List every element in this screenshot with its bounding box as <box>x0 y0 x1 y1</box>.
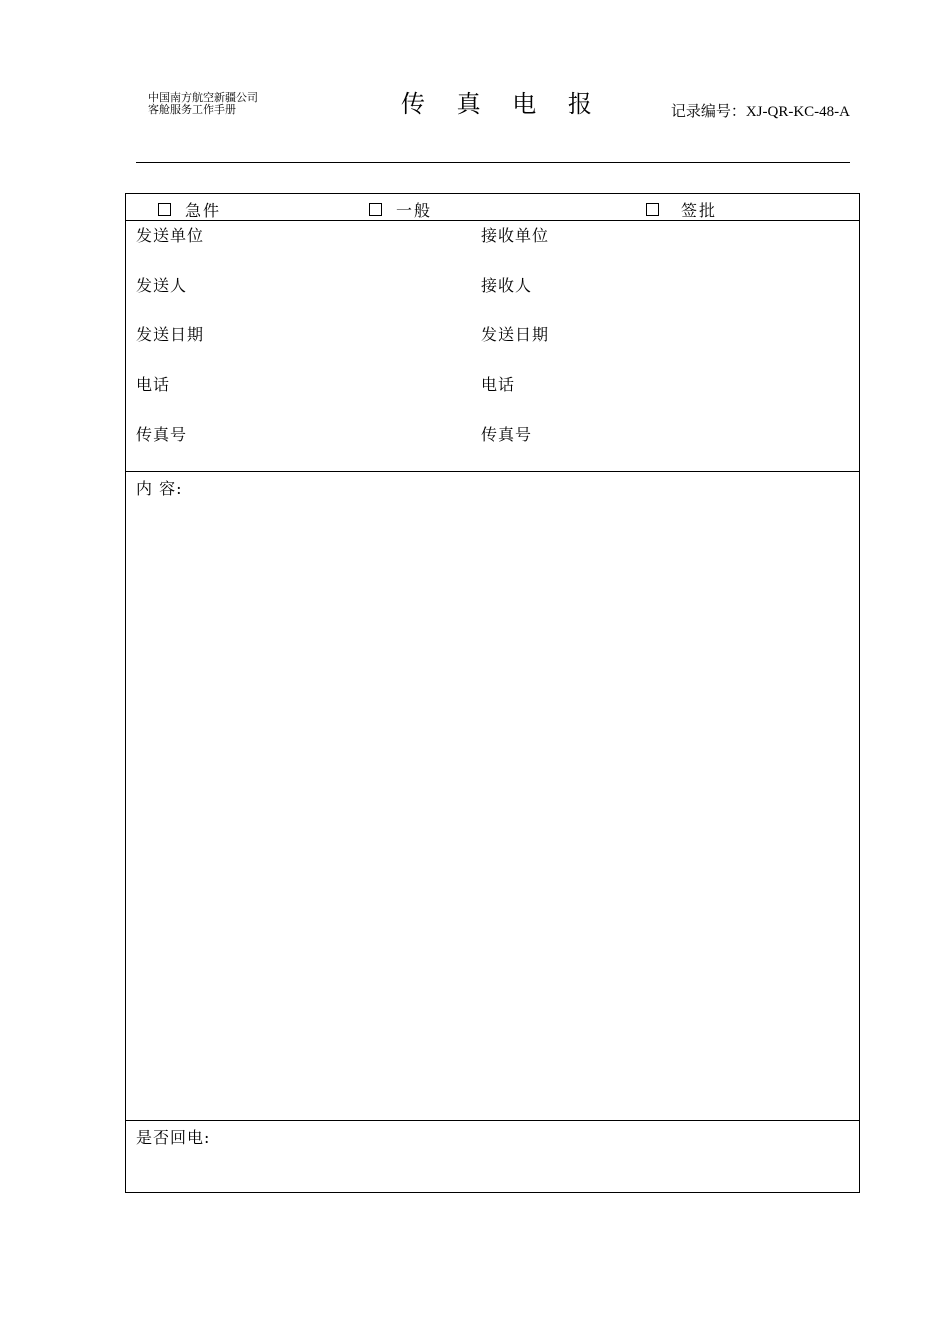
sender-phone-field[interactable]: 电话 <box>136 375 171 394</box>
sender-fax-field[interactable]: 传真号 <box>136 425 188 444</box>
urgent-checkbox[interactable] <box>158 203 171 216</box>
receiver-phone-field[interactable]: 电话 <box>481 375 516 394</box>
page-title: 传 真 电 报 <box>401 90 604 118</box>
approval-checkbox[interactable] <box>646 203 659 216</box>
priority-row <box>126 194 859 221</box>
receiver-date-field[interactable]: 发送日期 <box>481 325 550 344</box>
receiver-fax-field[interactable]: 传真号 <box>481 425 533 444</box>
approval-label: 签批 <box>681 201 718 220</box>
sender-unit-field[interactable]: 发送单位 <box>136 226 205 245</box>
fax-form <box>125 193 860 1193</box>
org-line-2: 客舱服务工作手册 <box>148 103 236 116</box>
priority-urgent-option[interactable] <box>158 198 221 221</box>
sender-date-field[interactable]: 发送日期 <box>136 325 205 344</box>
content-area[interactable] <box>126 472 859 1121</box>
header-divider <box>136 162 850 163</box>
normal-label: 一般 <box>396 201 433 220</box>
record-number-value: XJ-QR-KC-48-A <box>745 104 850 120</box>
sender-person-field[interactable]: 发送人 <box>136 276 188 295</box>
organization-name <box>148 92 258 116</box>
contact-info-section <box>126 221 859 472</box>
callback-label: 是否回电: <box>136 1128 211 1147</box>
priority-normal-option[interactable] <box>369 198 432 221</box>
normal-checkbox[interactable] <box>369 203 382 216</box>
receiver-unit-field[interactable]: 接收单位 <box>481 226 550 245</box>
priority-approval-option[interactable] <box>646 198 717 221</box>
urgent-label: 急件 <box>185 201 222 220</box>
callback-area[interactable] <box>126 1121 859 1192</box>
org-line-1: 中国南方航空新疆公司 <box>148 91 258 104</box>
record-number <box>671 100 850 121</box>
record-number-label: 记录编号： <box>670 102 746 120</box>
content-label: 内 容: <box>136 479 183 498</box>
receiver-person-field[interactable]: 接收人 <box>481 276 533 295</box>
